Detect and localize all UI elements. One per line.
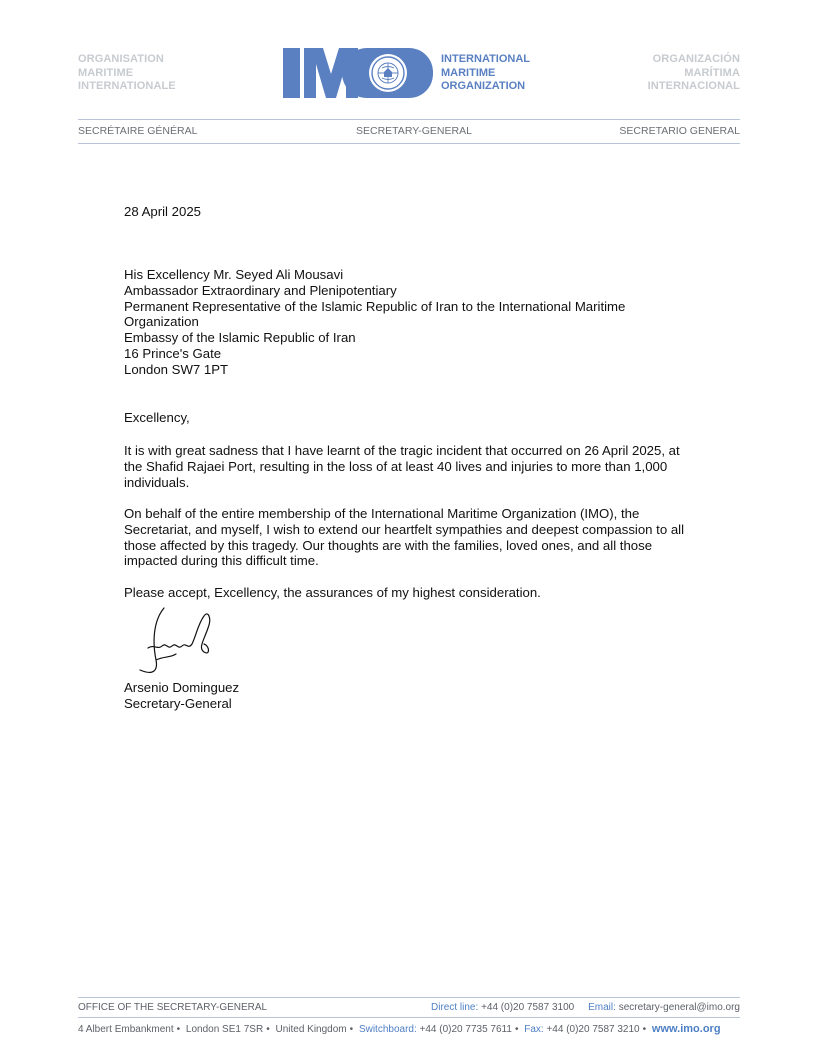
address-line: Ambassador Extraordinary and Plenipotentiary: [124, 282, 397, 298]
logo-letter-i: [283, 48, 300, 98]
letterhead-english-name: [441, 53, 530, 94]
paragraph-sympathies: [124, 506, 684, 569]
fax-label: Fax:: [524, 1024, 544, 1035]
role-english: SECRETARY-GENERAL: [356, 125, 472, 137]
fax-value: +44 (0)20 7587 3210: [546, 1024, 640, 1035]
footer-divider: [78, 997, 740, 998]
signatory-title: Secretary-General: [124, 695, 232, 711]
footer-address: 4 Albert Embankment • London SE1 7SR • United Kingdom • Switchboard: +44 (0)20 7735 7611 • Fax: +44 (0)20 7587 3210 • www.imo.org: [78, 1023, 721, 1035]
role-spanish: SECRETARIO GENERAL: [619, 125, 740, 137]
paragraph-line: those affected by this tragedy. Our thoughts are with the families, loved ones, and all those: [124, 537, 653, 553]
letterhead-line: MARITIME: [441, 66, 496, 79]
letterhead-french-name: [78, 53, 176, 94]
letterhead-line: ORGANIZACIÓN: [652, 53, 740, 65]
salutation: Excellency,: [124, 410, 190, 425]
footer-divider: [78, 1017, 740, 1018]
footer-office: OFFICE OF THE SECRETARY-GENERAL: [78, 1002, 268, 1013]
letterhead-line: ORGANISATION: [78, 53, 164, 65]
direct-line-value: +44 (0)20 7587 3100: [481, 1002, 575, 1013]
address-country: United Kingdom: [275, 1024, 347, 1035]
header-divider: [78, 143, 740, 144]
letterhead-line: INTERNATIONAL: [441, 53, 531, 65]
paragraph-line: Secretariat, and myself, I wish to extend our heartfelt sympathies and deepest compassion to all: [124, 521, 685, 537]
email-value[interactable]: secretary-general@imo.org: [618, 1002, 740, 1013]
letter-date: 28 April 2025: [124, 204, 201, 219]
paragraph-condolence: [124, 443, 680, 490]
address-city: London SE1 7SR: [185, 1024, 264, 1035]
switchboard-value: +44 (0)20 7735 7611: [419, 1024, 512, 1035]
letterhead-line: INTERNACIONAL: [647, 80, 740, 92]
address-line: Embassy of the Islamic Republic of Iran: [124, 330, 356, 346]
letterhead-line: ORGANIZATION: [441, 80, 526, 92]
address-line: Organization: [124, 314, 199, 330]
address-line: 16 Prince's Gate: [124, 345, 222, 361]
letterhead-line: INTERNATIONALE: [78, 80, 176, 92]
address-line: His Excellency Mr. Seyed Ali Mousavi: [124, 267, 344, 282]
logo-emblem-icon: [369, 54, 407, 92]
address-street: 4 Albert Embankment: [78, 1024, 174, 1035]
footer-contacts: [431, 1002, 740, 1013]
signature-image: [134, 600, 214, 685]
address-line: Permanent Representative of the Islamic Republic of Iran to the International Maritime: [124, 298, 626, 314]
switchboard-label: Switchboard:: [358, 1024, 417, 1035]
letterhead-line: MARITIME: [78, 66, 134, 79]
closing-line: Please accept, Excellency, the assurances of my highest consideration.: [124, 585, 541, 600]
address-line: London SW7 1PT: [124, 361, 229, 377]
recipient-address: [124, 267, 625, 378]
imo-logo: [283, 48, 433, 98]
paragraph-line: individuals.: [124, 474, 190, 490]
signatory-name: Arsenio Dominguez: [124, 680, 240, 695]
letterhead-spanish-name: [648, 53, 740, 94]
email-label: Email:: [588, 1002, 616, 1013]
letterhead-line: MARÍTIMA: [684, 66, 740, 79]
paragraph-line: On behalf of the entire membership of the International Maritime Organization (IMO), the: [124, 506, 640, 521]
website-link[interactable]: www.imo.org: [651, 1023, 721, 1035]
signature-block: [124, 680, 239, 712]
paragraph-line: the Shafid Rajaei Port, resulting in the loss of at least 40 lives and injuries to more than 1,000: [124, 458, 668, 474]
direct-line-label: Direct line:: [431, 1002, 479, 1013]
paragraph-line: It is with great sadness that I have learnt of the tragic incident that occurred on 26 April 2025, at: [124, 443, 680, 458]
paragraph-line: impacted during this difficult time.: [124, 553, 319, 569]
header-divider: [78, 119, 740, 120]
role-french: SECRÉTAIRE GÉNÉRAL: [78, 125, 198, 137]
